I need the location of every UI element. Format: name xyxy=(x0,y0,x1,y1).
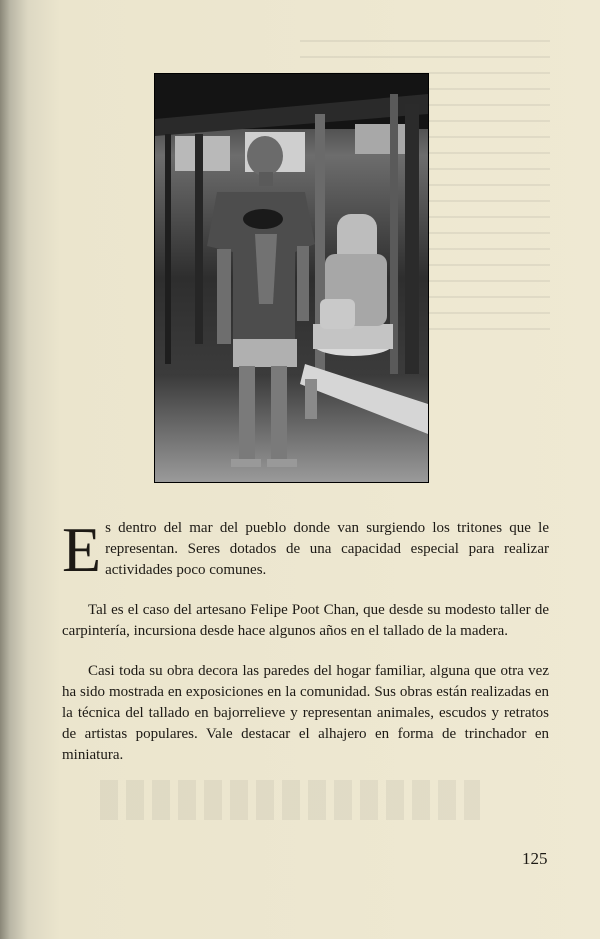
page-number: 125 xyxy=(522,849,548,868)
show-through-text xyxy=(100,780,480,820)
paragraph-1 xyxy=(62,514,549,585)
paragraph-3: Casi toda su obra decora las paredes del hogar familiar, alguna que otra vez ha sido mostrada en exposiciones en la comunidad. Sus obras están realizadas en la técnica del tallado en bajorrelieve y representan animales, escudos y retratos de artistas populares. Vale destacar el alhajero en forma de trinchador en miniatura. xyxy=(62,663,549,763)
drop-cap: E xyxy=(62,514,102,585)
paragraph-1-text: s dentro del mar del pueblo donde van surgiendo los tritones que le representan. Seres dotados de una capacidad especial para realizar actividades poco comunes. xyxy=(105,520,549,578)
paragraph-2: Tal es el caso del artesano Felipe Poot Chan, que desde su modesto taller de carpintería, incursiona desde hace algunos años en el tallado de la madera. xyxy=(62,602,549,639)
artisan-photograph xyxy=(154,73,429,483)
article-text xyxy=(62,514,549,785)
